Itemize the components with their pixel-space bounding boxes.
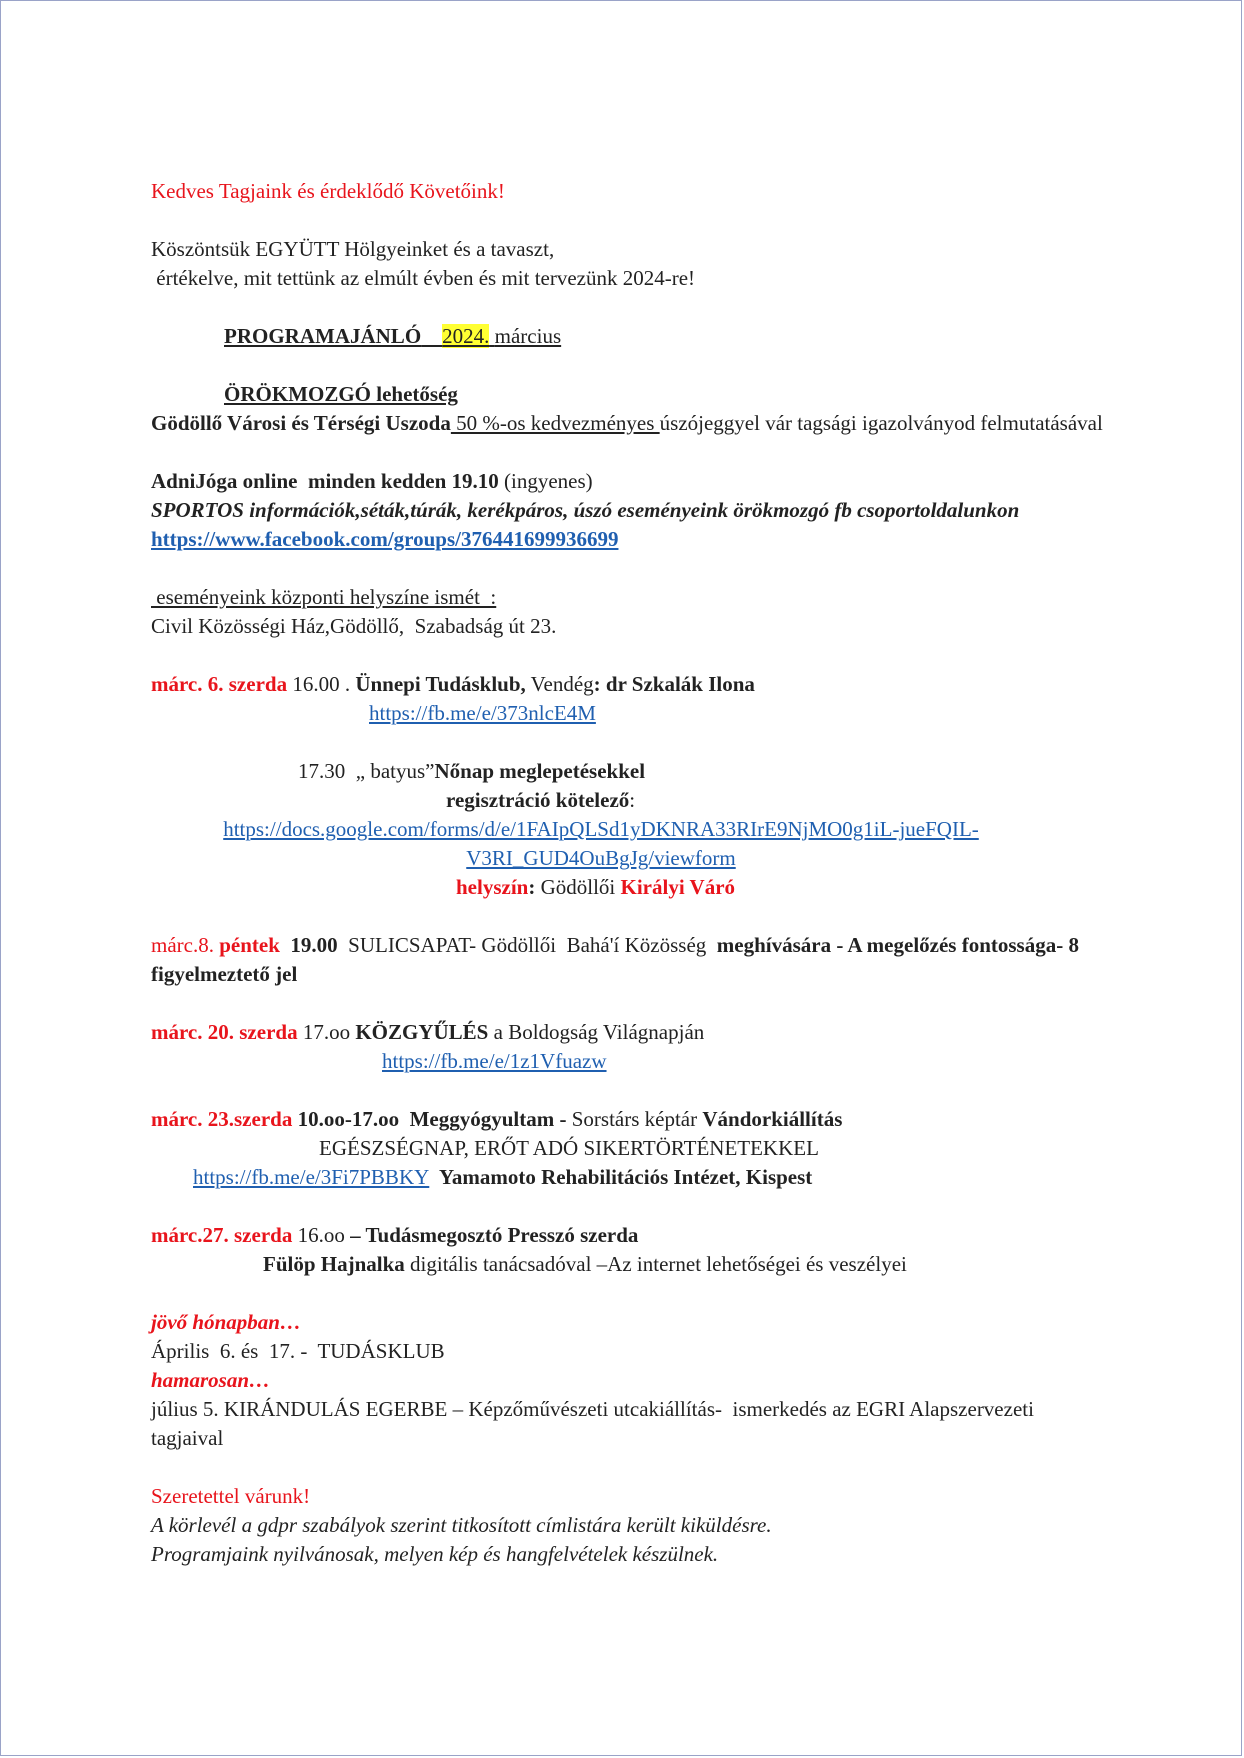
orokmozgo-text (151, 409, 1111, 438)
venue-address: Civil Közösségi Ház,Gödöllő, Szabadság út 23. (151, 614, 557, 638)
registration-colon: : (629, 788, 636, 812)
sports-text (151, 496, 1111, 554)
event-time-2: 17.30 „ batyus” (298, 759, 435, 783)
event-mar8 (151, 931, 1111, 989)
event-title: Ünnepi Tudásklub, (355, 672, 526, 696)
registration-label: regisztráció kötelező (446, 788, 630, 812)
event-title: – Tudásmegosztó Presszó szerda (350, 1223, 639, 1247)
newsletter-body (151, 177, 1111, 1569)
venue-block (151, 583, 1111, 612)
google-form-link-part1[interactable]: https://docs.google.com/forms/d/e/1FAIpQLSd1yDKNRA33RIrE9NjMO0g1iL-jueFQIL- (223, 817, 979, 841)
registration-link (151, 815, 1051, 873)
event-mar27-guest (151, 1250, 1111, 1279)
event-date-a: márc.8. (151, 933, 220, 957)
event-rest: a Boldogság Világnapján (488, 1020, 705, 1044)
program-header-year: 2024. (442, 324, 490, 348)
pool-text: úszójeggyel vár tagsági igazolványod felmutatásával (659, 411, 1103, 435)
event-date: márc.27. szerda (151, 1223, 293, 1247)
gdpr-note: A körlevél a gdpr szabályok szerint titkosított címlistára került kiküldésre. (151, 1513, 772, 1537)
event-date: márc. 20. szerda (151, 1020, 298, 1044)
yoga-title: AdniJóga online minden kedden 19.10 (151, 469, 499, 493)
greeting: Kedves Tagjaink és érdeklődő Követőink! (151, 179, 505, 203)
pool-name: Gödöllő Városi és Térségi Uszoda (151, 411, 451, 435)
event-org: SULICSAPAT- Gödöllői Bahá'í Közösség (342, 933, 712, 957)
event-date: márc. 6. szerda (151, 672, 288, 696)
program-header-label: PROGRAMAJÁNLÓ (224, 324, 422, 348)
event-title: KÖZGYŰLÉS (355, 1020, 489, 1044)
event-link[interactable]: https://fb.me/e/3Fi7PBBKY (193, 1165, 430, 1189)
next-month-text: Április 6. és 17. - TUDÁSKLUB (151, 1339, 445, 1363)
event-time: 19.00 (279, 933, 343, 957)
event-date-b: péntek (219, 933, 280, 957)
place-name: Királyi Váró (620, 875, 736, 899)
event-date: márc. 23.szerda (151, 1107, 293, 1131)
event-link[interactable]: https://fb.me/e/373nlcE4M (369, 701, 596, 725)
event-guest: Fülöp Hajnalka (263, 1252, 405, 1276)
pool-discount: 50 %-os kedvezményes (450, 411, 660, 435)
event-title-2: Nőnap meglepetésekkel (434, 759, 646, 783)
event-time: 16.00 . (287, 672, 356, 696)
event-title: Vándorkiállítás (702, 1107, 843, 1131)
soon-label: hamarosan… (151, 1368, 271, 1392)
event-mar6 (151, 670, 1111, 699)
event-mid: Sorstárs képtár (571, 1107, 703, 1131)
event-place: Yamamoto Rehabilitációs Intézet, Kispest (429, 1165, 813, 1189)
venue-label: eseményeink központi helyszíne ismét : (151, 585, 497, 609)
yoga-note: (ingyenes) (498, 469, 593, 493)
privacy-note: Programjaink nyilvánosak, melyen kép és hangfelvételek készülnek. (151, 1542, 719, 1566)
sports-description: SPORTOS információk,séták,túrák, kerékpáros, úszó eseményeink örökmozgó fb csoportoldalunkon (151, 498, 1020, 522)
orokmozgo-title: ÖRÖKMOZGÓ lehetőség (224, 382, 458, 406)
event-time: 16.oo (292, 1223, 351, 1247)
event-time: 17.oo (297, 1020, 356, 1044)
program-header (151, 322, 1111, 351)
intro-line-1: Köszöntsük EGYÜTT Hölgyeinket és a tavaszt, (151, 237, 555, 261)
program-header-month: március (494, 324, 562, 348)
event-mar27 (151, 1221, 1111, 1250)
facebook-group-link[interactable]: https://www.facebook.com/groups/376441699936699 (151, 527, 619, 551)
soon-text: július 5. KIRÁNDULÁS EGERBE – Képzőművészeti utcakiállítás- ismerkedés az EGRI Alapszervezeti tagjaival (151, 1397, 1040, 1450)
closing-greeting: Szeretettel várunk! (151, 1484, 311, 1508)
event-mar20 (151, 1018, 1111, 1047)
event-title: meghívására - A megelőzés fontossága- 8 figyelmeztető jel (151, 933, 1085, 986)
google-form-link-part2[interactable]: V3RI_GUD4OuBgJg/viewform (466, 846, 736, 870)
place-colon: : (528, 875, 541, 899)
intro-line-2: értékelve, mit tettünk az elmúlt évben és mit tervezünk 2024-re! (151, 266, 696, 290)
event-place (151, 873, 1111, 902)
place-town: Gödöllői (540, 875, 621, 899)
event-mar23-link-line (151, 1163, 1111, 1192)
event-subtitle: EGÉSZSÉGNAP, ERŐT ADÓ SIKERTÖRTÉNETEKKEL (319, 1136, 819, 1160)
next-month-label: jövő hónapban… (151, 1310, 301, 1334)
event-mar23 (151, 1105, 1111, 1134)
event-time: 10.oo-17.oo Meggyógyultam - (292, 1107, 572, 1131)
yoga-line (151, 467, 1111, 496)
place-label: helyszín (456, 875, 529, 899)
event-mar6-second (151, 757, 1111, 786)
event-link[interactable]: https://fb.me/e/1z1Vfuazw (382, 1049, 607, 1073)
event-guest: : dr Szkalák Ilona (593, 672, 755, 696)
event-guest-label: Vendég (525, 672, 594, 696)
event-guest-rest: digitális tanácsadóval –Az internet lehetőségei és veszélyei (404, 1252, 907, 1276)
registration-line (151, 786, 1111, 815)
